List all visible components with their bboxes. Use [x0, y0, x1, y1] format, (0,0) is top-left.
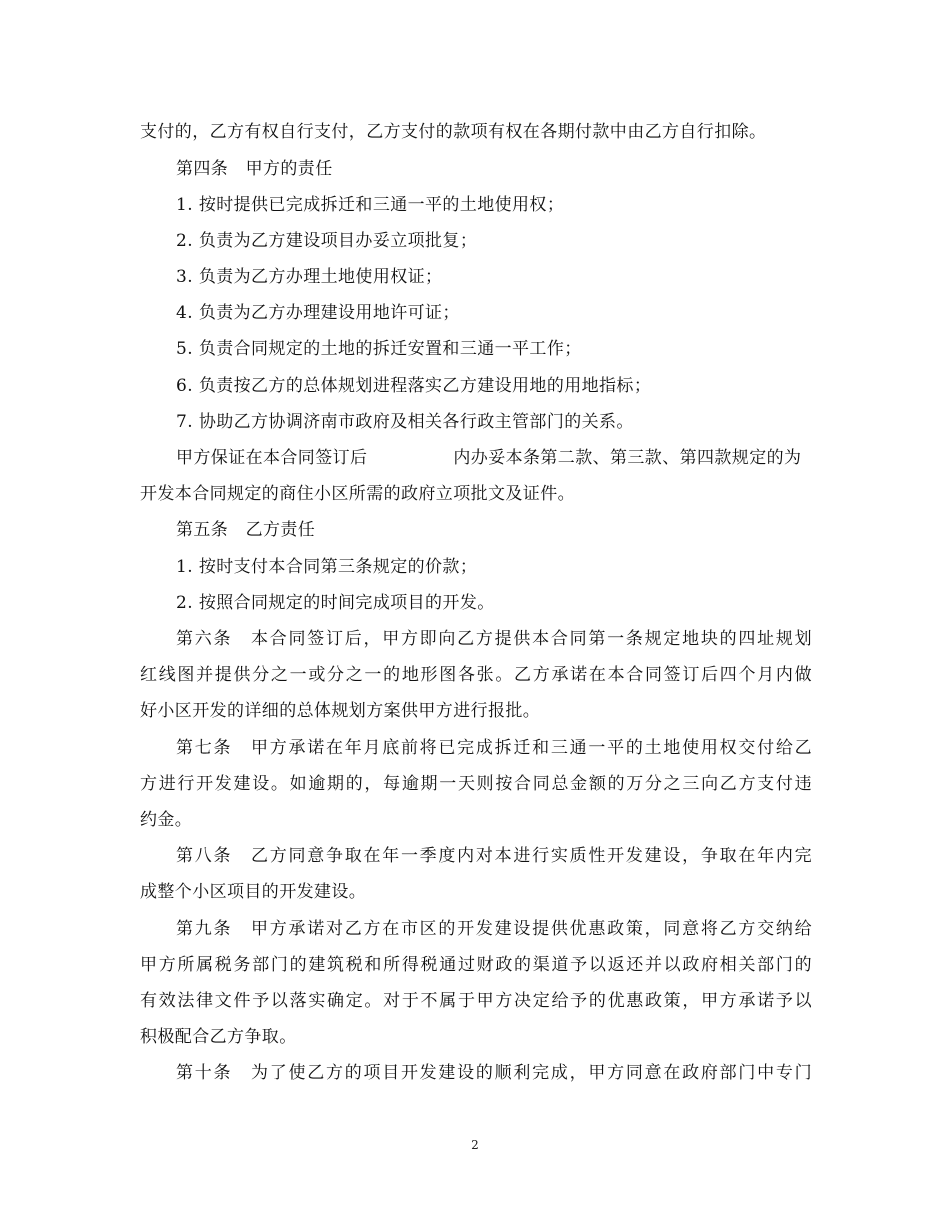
- text-line: 第八条 乙方同意争取在年一季度内对本进行实质性开发建设，争取在年内完: [176, 846, 812, 866]
- section-heading-4: 第四条 甲方的责任: [176, 159, 333, 179]
- text-line: 第七条 甲方承诺在年月底前将已完成拆迁和三通一平的土地使用权交付给乙: [176, 738, 812, 758]
- list-item: 6. 负责按乙方的总体规划进程落实乙方建设用地的用地指标；: [176, 376, 652, 396]
- list-item: 7. 协助乙方协调济南市政府及相关各行政主管部门的关系。: [176, 412, 634, 432]
- list-item: 1. 按时提供已完成拆迁和三通一平的土地使用权；: [176, 195, 565, 215]
- text-line: 成整个小区项目的开发建设。: [140, 882, 367, 902]
- text-fragment: 甲方保证在本合同签订后: [176, 448, 368, 468]
- list-item: 2. 按照合同规定的时间完成项目的开发。: [176, 593, 495, 613]
- list-item: 4. 负责为乙方办理建设用地许可证；: [176, 303, 460, 323]
- list-item: 5. 负责合同规定的土地的拆迁安置和三通一平工作；: [176, 339, 582, 359]
- text-line: 第九条 甲方承诺对乙方在市区的开发建设提供优惠政策，同意将乙方交纳给: [176, 919, 812, 939]
- text-line: 有效法律文件予以落实确定。对于不属于甲方决定给予的优惠政策，甲方承诺予以: [140, 991, 812, 1011]
- text-line: 约金。: [140, 810, 193, 830]
- text-line: 第六条 本合同签订后，甲方即向乙方提供本合同第一条规定地块的四址规划: [176, 629, 812, 649]
- list-item: 2. 负责为乙方建设项目办妥立项批复；: [176, 231, 478, 251]
- text-line: [176, 446, 812, 470]
- text-line: 支付的，乙方有权自行支付，乙方支付的款项有权在各期付款中由乙方自行扣除。: [140, 122, 767, 142]
- text-line: 红线图并提供分之一或分之一的地形图各张。乙方承诺在本合同签订后四个月内做: [140, 665, 812, 685]
- text-line: 积极配合乙方争取。: [140, 1027, 297, 1047]
- list-item: 3. 负责为乙方办理土地使用权证；: [176, 267, 443, 287]
- text-line: 第十条 为了使乙方的项目开发建设的顺利完成，甲方同意在政府部门中专门: [176, 1063, 812, 1083]
- section-heading-5: 第五条 乙方责任: [176, 520, 316, 540]
- text-line: 好小区开发的详细的总体规划方案供甲方进行报批。: [140, 701, 541, 721]
- page-number: 2: [471, 1138, 479, 1152]
- text-line: 方进行开发建设。如逾期的，每逾期一天则按合同总金额的万分之三向乙方支付违: [140, 774, 812, 794]
- text-line: 甲方所属税务部门的建筑税和所得税通过财政的渠道予以返还并以政府相关部门的: [140, 955, 812, 975]
- list-item: 1. 按时支付本合同第三条规定的价款；: [176, 557, 478, 577]
- text-line: 开发本合同规定的商住小区所需的政府立项批文及证件。: [140, 484, 575, 504]
- text-fragment: 内办妥本条第二款、第三款、第四款规定的为: [453, 448, 802, 468]
